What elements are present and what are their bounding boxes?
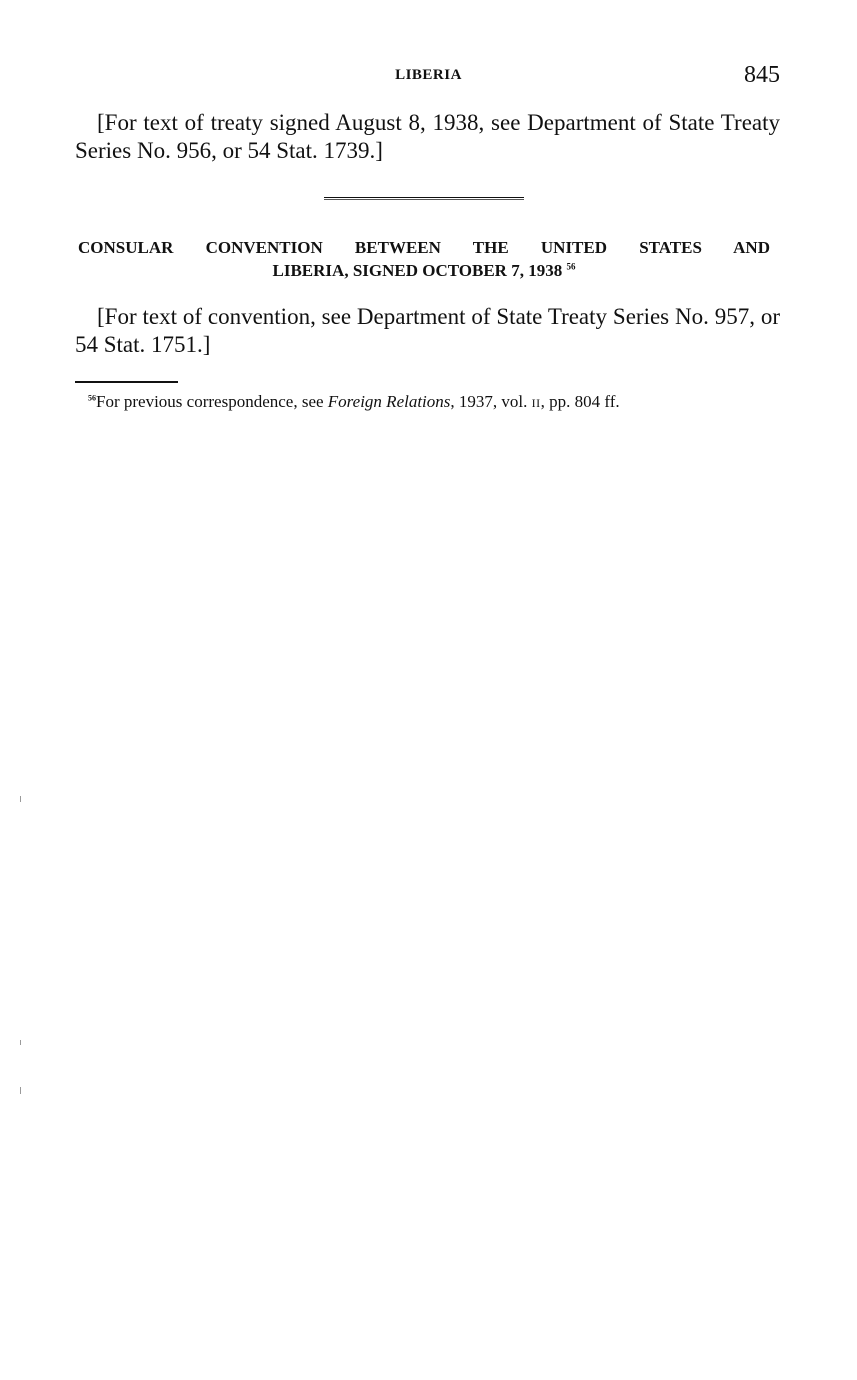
footnote-text-before: For previous correspondence, see xyxy=(96,392,328,411)
convention-heading-line-2 xyxy=(78,259,770,282)
convention-heading-line-2-text: LIBERIA, SIGNED OCTOBER 7, 1938 xyxy=(272,261,563,280)
footnote-text-after: , pp. 804 ff. xyxy=(540,392,620,411)
footnote-text-middle: , 1937, vol. xyxy=(450,392,532,411)
footnote-rule xyxy=(75,381,178,383)
scan-speck xyxy=(20,1040,21,1045)
convention-reference-paragraph: [For text of convention, see Department of State Treaty Series No. 957, or 54 Stat. 1751.] xyxy=(75,304,780,357)
footnote-publication-title: Foreign Relations xyxy=(327,392,451,411)
running-title: LIBERIA xyxy=(395,67,462,83)
footnote-marker: 56 xyxy=(88,393,96,403)
treaty-reference-paragraph: [For text of treaty signed August 8, 1938, see Department of State Treaty Series No. 956, or 54 Stat. 1739.] xyxy=(75,110,780,163)
running-head xyxy=(0,62,857,92)
footnote-volume: II xyxy=(531,396,541,410)
convention-heading xyxy=(78,236,770,282)
footnote-reference: 56 xyxy=(566,261,576,272)
scan-speck xyxy=(20,796,21,802)
page-number: 845 xyxy=(744,62,780,88)
scan-speck xyxy=(20,1087,21,1094)
convention-heading-line-1: CONSULAR CONVENTION BETWEEN THE UNITED STATES AND xyxy=(78,238,770,257)
footnote xyxy=(88,391,788,414)
section-divider xyxy=(324,197,524,198)
